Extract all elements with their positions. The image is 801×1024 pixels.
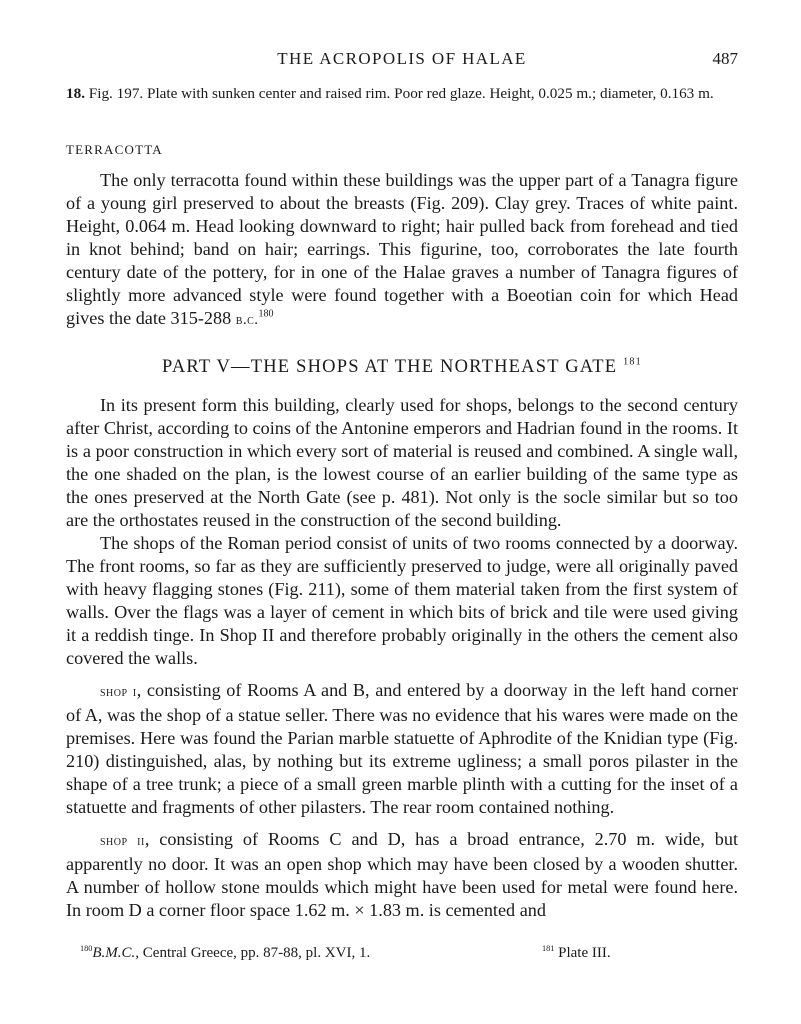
footnote-180: $^{180}$B.M.C., Central Greece, pp. 87-88, pl. XVI, 1. (80, 943, 371, 961)
footnote-ref-181: 181 (623, 356, 642, 368)
part-v-paragraph-1: In its present form this building, clearly used for shops, belongs to the second century after Christ, according to coins of the Antonine emperors and Hadrian found in the rooms. It is a poor construction in which every sort of material is reused and combined. A single wall, the one shaded on the plan, is the lowest course of an earlier building of the same type as the ones preserved at the North Gate (see p. 481). Not only is the socle similar but so too are the orthostates reused in the construction of the second building. (66, 395, 738, 530)
shop-2-label: shop ii (100, 833, 145, 849)
part-v-body (66, 394, 738, 922)
page-number: 487 (712, 49, 738, 68)
running-header (66, 47, 738, 75)
shop-1-label: shop i (100, 684, 137, 700)
shop-2-paragraph: shop ii, consisting of Rooms C and D, has a broad entrance, 2.70 m. wide, but apparently no door. It was an open shop which may have been closed by a wooden shutter. A number of hollow stone moulds which might have been used for metal were found here. In room D a corner floor space 1.62 m. × 1.83 m. is cemented and (66, 829, 738, 920)
running-title: THE ACROPOLIS OF HALAE (277, 49, 527, 68)
footnotes (66, 945, 738, 969)
terracotta-paragraph: The only terracotta found within these buildings was the upper part of a Tanagra figure of a young girl preserved to about the breasts (Fig. 209). Clay grey. Traces of white paint. Height, 0.064 m. Head looking downward to right; hair pulled back from forehead and tied in knot behind; band on hair; earrings. This figurine, too, corroborates the late fourth century date of the pottery, for in one of the Halae graves a number of Tanagra figures of slightly more advanced style were found together with a Boeotian coin for which Head gives the date 315-288 b.c.$^{180}$ (66, 170, 738, 328)
part-v-paragraph-2: The shops of the Roman period consist of units of two rooms connected by a doorway. The front rooms, so far as they are sufficiently preserved to judge, were all originally paved with heavy flagging stones (Fig. 211), some of them material taken from the first system of walls. Over the flags was a layer of cement in which bits of brick and tile were used giving it a reddish tinge. In Shop II and therefore probably originally in the others the cement also covered the walls. (66, 533, 738, 668)
footnote-181: $^{181}$ Plate III. (542, 943, 611, 961)
part-v-title: PART V—THE SHOPS AT THE NORTHEAST GATE $^{181}$ (162, 356, 642, 377)
era-abbrev: b.c. (235, 312, 259, 328)
catalog-number: 18. (66, 85, 85, 102)
shop-1-paragraph: shop i, consisting of Rooms A and B, and entered by a doorway in the left hand corner of A, was the shop of a statue seller. There was no evidence that his wares were made on the premises. Here was found the Parian marble statuette of Aphrodite of the Knidian type (Fig. 210) distinguished, alas, by nothing but its extreme ugliness; a small poros pilaster in the shape of a tree trunk; a piece of a small green marble plinth with a cutting for the inset of a statuette and fragments of other pilasters. The rear room contained nothing. (66, 680, 739, 817)
catalog-text: Fig. 197. Plate with sunken center and raised rim. Poor red glaze. Height, 0.025 m.; diameter, 0.163 m. (84, 85, 714, 102)
catalog-entry (66, 84, 738, 104)
footnote-ref-180: 180 (258, 308, 274, 320)
terracotta-section (66, 169, 738, 332)
terracotta-heading: TERRACOTTA (66, 142, 163, 157)
